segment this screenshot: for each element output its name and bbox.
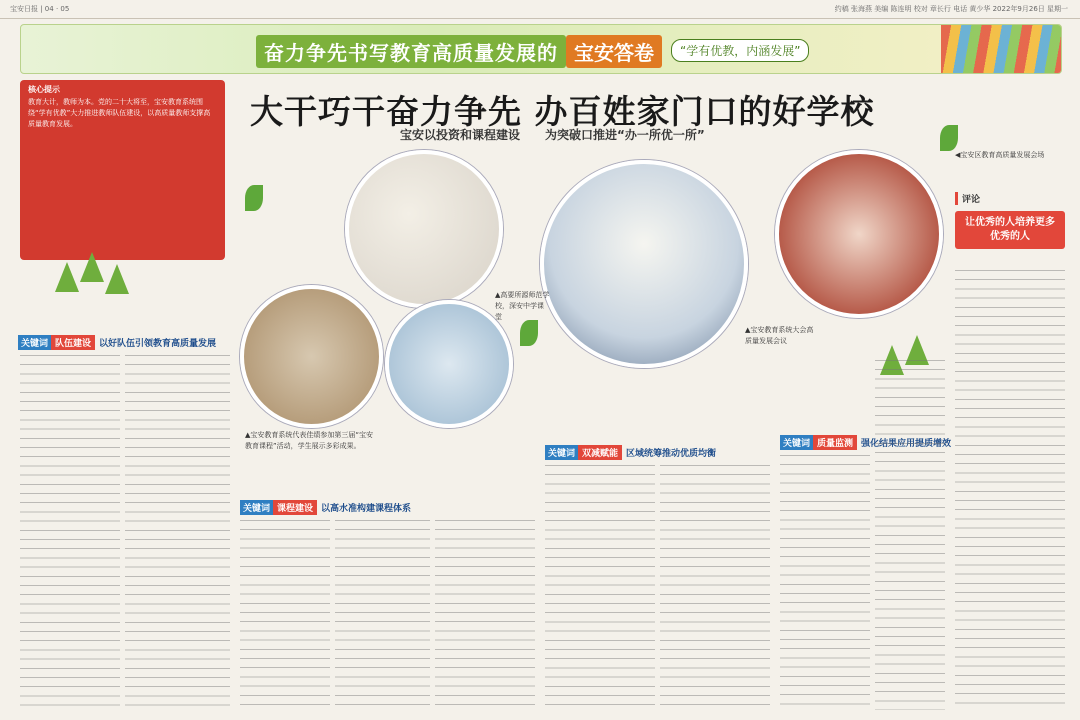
page-number: 宝安日报 | 04 · 05 — [10, 5, 70, 13]
body-column — [660, 465, 770, 710]
keyword-label: 关键词 — [545, 445, 578, 460]
keyword-name: 双减赋能 — [578, 445, 622, 460]
photo-student-performance — [385, 300, 513, 428]
key-points-heading: 核心提示 — [28, 85, 60, 94]
caption-photo-5: ◀宝安区教育高质量发展会场 — [955, 151, 1045, 159]
section-header-double-reduction — [545, 445, 716, 459]
tree-decoration — [105, 264, 129, 294]
commentary-box — [955, 192, 1065, 249]
body-column — [875, 360, 945, 710]
masthead — [0, 0, 1080, 19]
section-title: 区域统筹推动优质均衡 — [626, 449, 717, 459]
subheadline-b: 为突破口推进“办一所优一所” — [545, 128, 705, 142]
headline: 大干巧干奋力争先 办百姓家门口的好学校 — [250, 92, 875, 131]
tree-decoration — [80, 252, 104, 282]
banner-highlight: 宝安答卷 — [566, 35, 662, 68]
commentary-quote: 让优秀的人培养更多优秀的人 — [955, 211, 1065, 249]
body-column — [545, 465, 655, 710]
section-title: 以好队伍引领教育高质量发展 — [99, 339, 217, 349]
keyword-label: 关键词 — [780, 435, 813, 450]
body-column — [125, 355, 230, 710]
subheadline-a: 宝安以投资和课程建设 — [400, 128, 521, 142]
key-points-body: 教育大计，教师为本。党的二十大将至，宝安教育系统围绕“学有优教”大力推进教师队伍建设，以高质量教师支撑高质量教育发展。 — [28, 98, 211, 128]
caption-photo-4: ▲宝安教育系统大会高质量发展会议 — [745, 326, 814, 345]
keyword-name: 队伍建设 — [51, 335, 95, 350]
leaf-decoration — [520, 320, 538, 346]
photo-classroom — [240, 285, 383, 428]
section-banner — [20, 24, 1062, 74]
keyword-name: 质量监测 — [813, 435, 857, 450]
photo-dance-students — [345, 150, 503, 308]
section-header-curriculum — [240, 500, 411, 514]
section-header-teachers — [18, 335, 216, 349]
keyword-label: 关键词 — [240, 500, 273, 515]
section-title: 以高水准构建课程体系 — [321, 504, 412, 514]
commentary-tag: 评论 — [955, 192, 1065, 205]
body-column — [335, 520, 430, 710]
editor-credits: 约稿 张海燕 美编 陈连明 校对 章长行 电话 黄少华 2022年9月26日 星期一 — [834, 5, 1068, 13]
body-column — [780, 455, 870, 710]
pencils-decoration — [941, 25, 1061, 73]
section-title: 强化结果应用提质增效 — [861, 439, 952, 449]
photo-conference-hall — [540, 160, 748, 368]
caption-photos-2-3: ▲宝安教育系统代表佳绩参加第三届“宝安教育课程”活动，学生展示多彩成果。 — [245, 431, 374, 450]
banner-tag: “学有优教，内涵发展” — [671, 39, 809, 62]
photo-auditorium — [775, 150, 943, 318]
body-column — [20, 355, 120, 710]
keyword-label: 关键词 — [18, 335, 51, 350]
leaf-decoration — [940, 125, 958, 151]
keyword-name: 课程建设 — [273, 500, 317, 515]
leaf-decoration — [245, 185, 263, 211]
tree-decoration — [55, 262, 79, 292]
body-column — [955, 270, 1065, 710]
caption-photo-1: ▲高要所源师范学校，深安中学课堂 — [495, 291, 550, 321]
key-points-box — [20, 80, 225, 260]
body-column — [240, 520, 330, 710]
banner-title: 奋力争先书写教育高质量发展的 — [256, 35, 566, 68]
body-column — [435, 520, 535, 710]
